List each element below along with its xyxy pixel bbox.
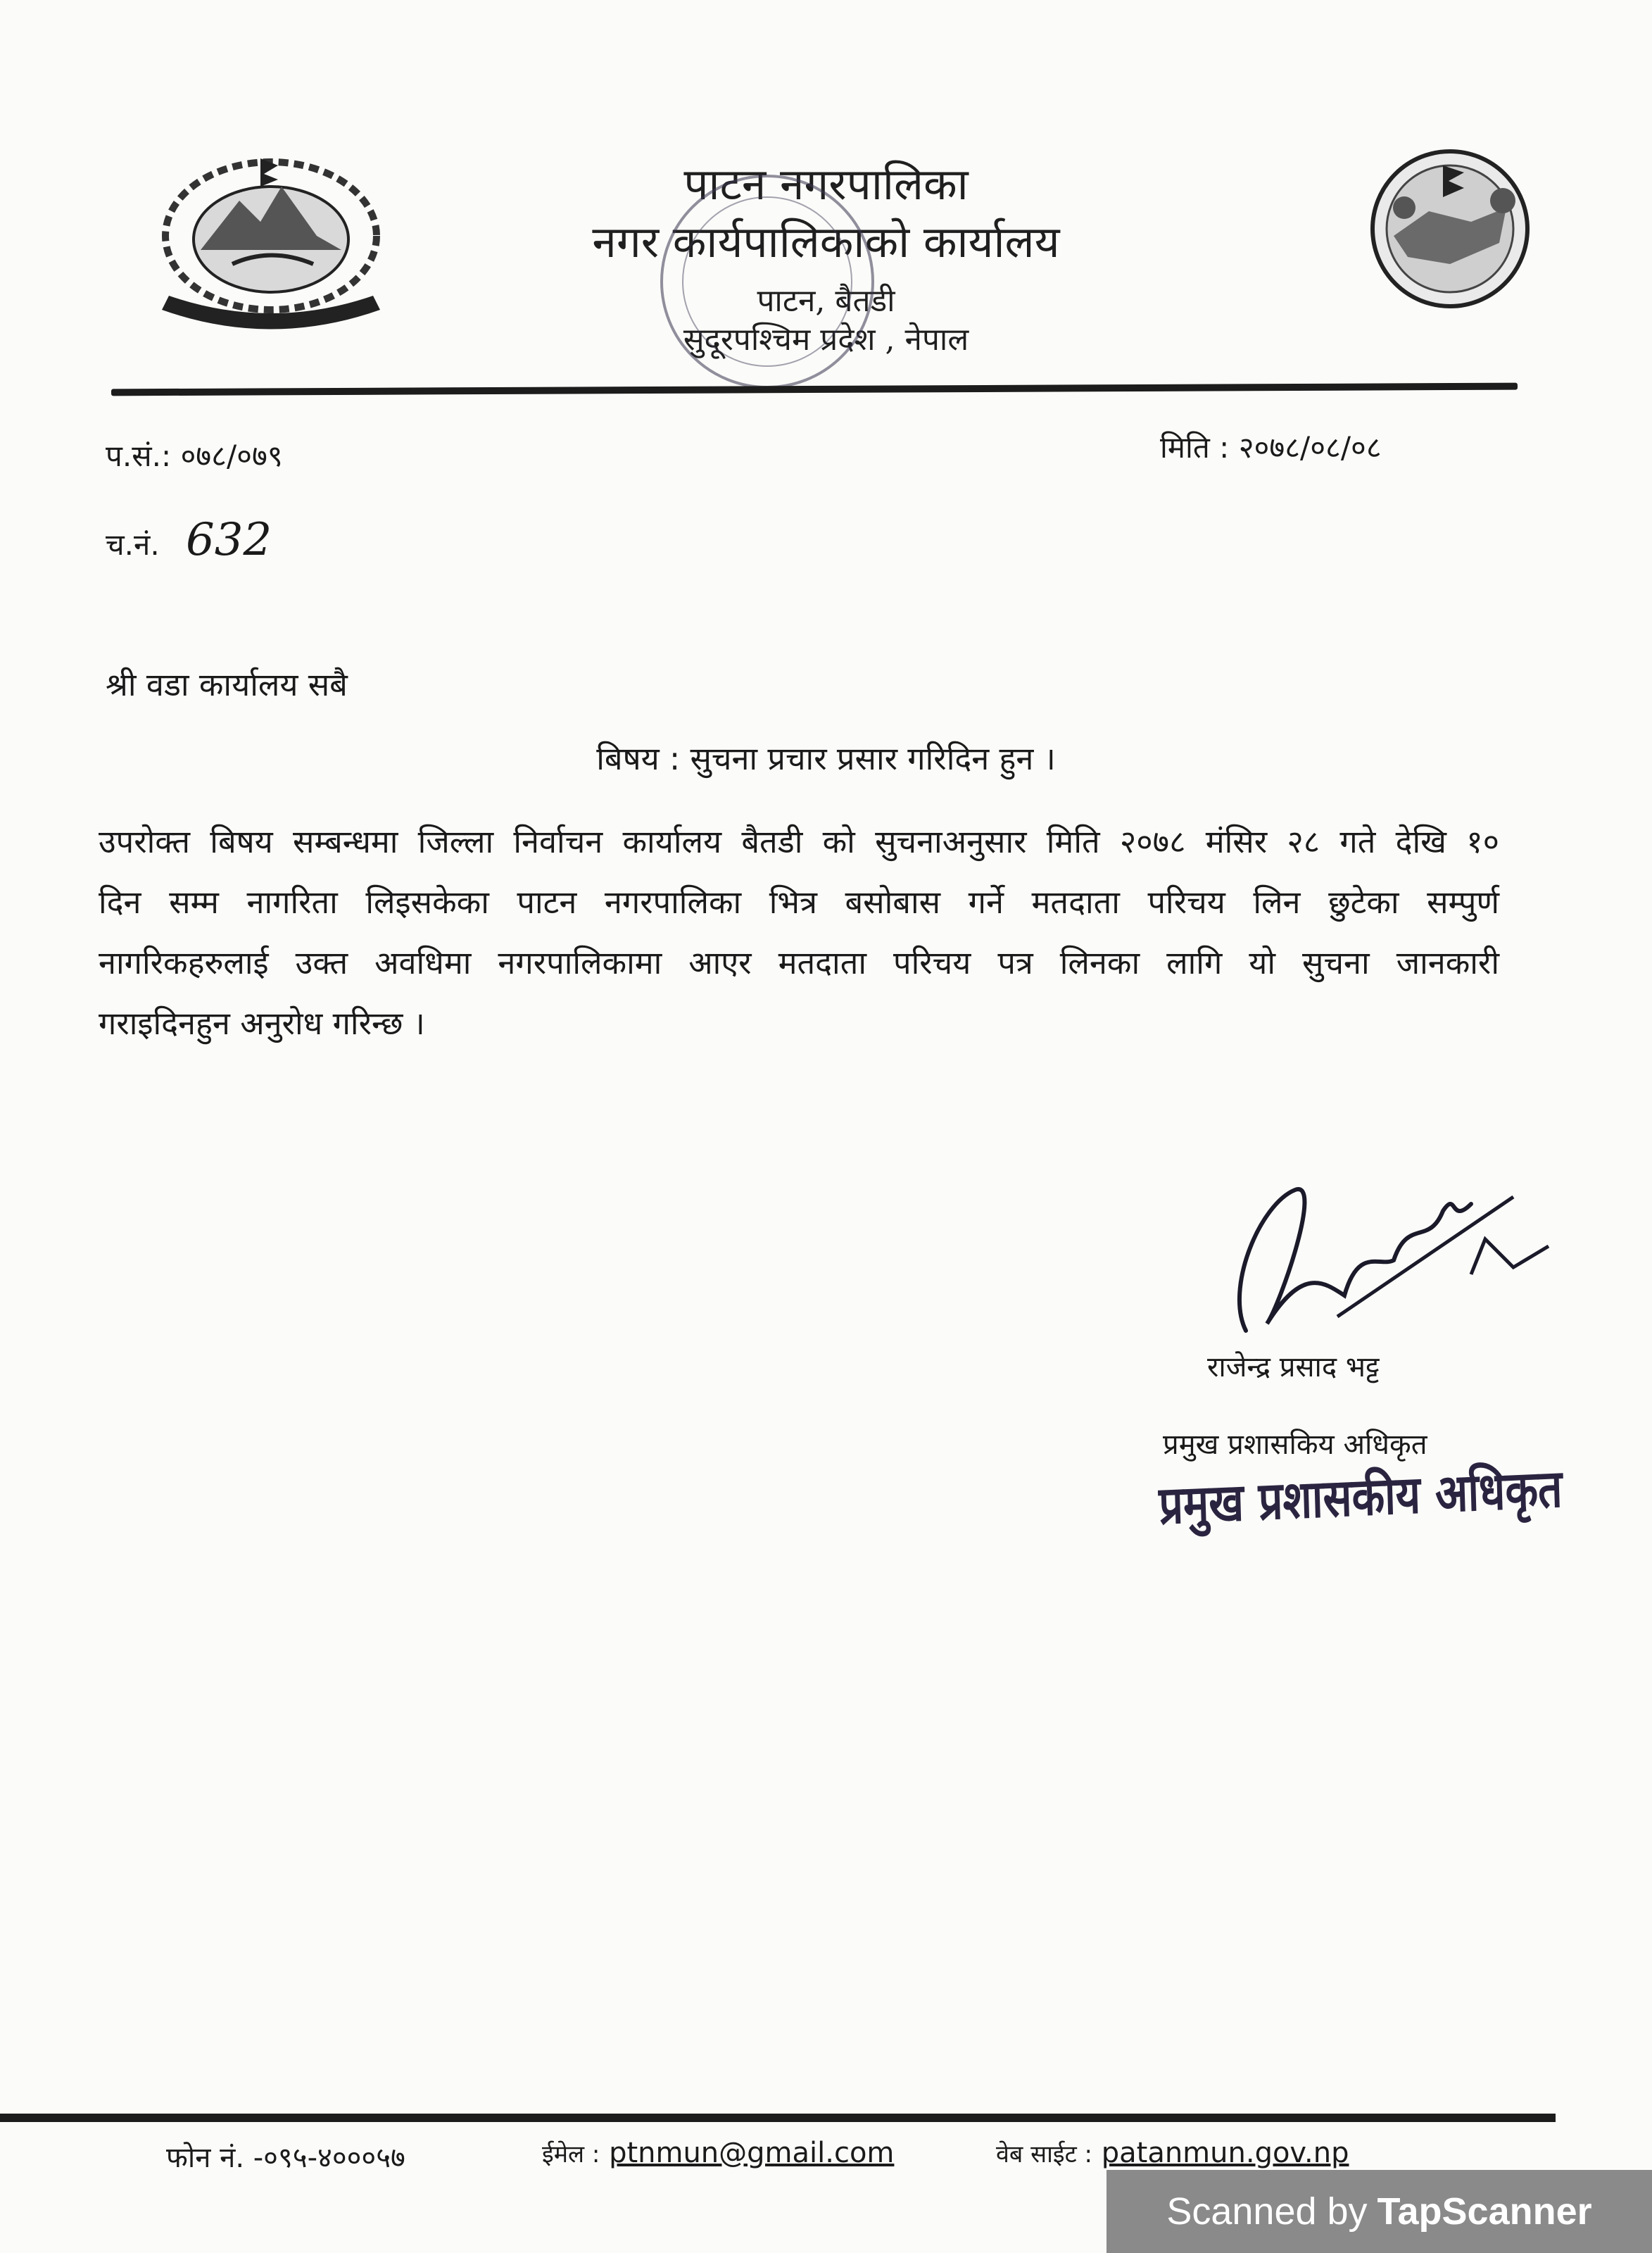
badge-brand: TapScanner [1377,2190,1592,2233]
office-name: पाटन नगरपालिका [683,158,969,210]
reference-value: ०७८/०७९ [180,439,283,473]
reference-label: प.सं.: [106,439,172,473]
scanner-watermark-badge [1106,2170,1652,2253]
signatory-title: प्रमुख प्रशासकिय अधिकृत [1163,1429,1427,1461]
handwritten-signature [1218,1162,1556,1359]
footer-email [542,2137,894,2169]
body-line: दिन सम्म नागरिता लिइसकेका पाटन नगरपालिका भित्र बसोबास गर्ने मतदाता परिचय लिन छुटेका सम्पुर्ण [99,884,1499,921]
subject-line: बिषय : सुचना प्रचार प्रसार गरिदिन हुन । [596,740,1056,777]
office-location: पाटन, बैतडी [757,283,895,319]
designation-stamp: प्रमुख प्रशासकीय अधिकृत [1158,1458,1563,1536]
reference-number [106,435,283,475]
date-label: मिति : [1160,430,1230,465]
body-line: गराइदिनहुन अनुरोध गरिन्छ । [99,1005,425,1042]
footer-website [996,2137,1349,2169]
office-seal-stamp [641,162,894,401]
footer-divider [0,2114,1556,2122]
signatory-name: राजेन्द्र प्रसाद भट्ट [1207,1351,1380,1383]
website-label: वेब साईट : [996,2140,1093,2169]
footer-phone [166,2137,405,2176]
website-link[interactable]: patanmun.gov.np [1101,2137,1349,2169]
body-line: उपरोक्त बिषय सम्बन्धमा जिल्ला निर्वाचन कार्यालय बैतडी को सुचनाअनुसार मिति २०७८ मंसिर २८ गते देखि १० [99,823,1499,860]
email-label: ईमेल : [542,2140,600,2169]
office-province: सुदूरपश्चिम प्रदेश , नेपाल [683,322,969,358]
letter-date [1160,427,1382,467]
body-line: नागरिकहरुलाई उक्त अवधिमा नगरपालिकामा आएर मतदाता परिचय पत्र लिनका लागि यो सुचना जानकारी [99,944,1499,981]
nepal-map-emblem-icon [1366,144,1534,313]
date-value: २०७८/०८/०८ [1238,430,1382,465]
dispatch-label: च.नं. [106,527,160,562]
phone-value: -०९५-४०००५७ [253,2142,405,2174]
office-subtitle: नगर कार्यपालिकाको कार्यालय [592,216,1060,268]
badge-prefix: Scanned by [1166,2190,1368,2233]
addressee: श्री वडा कार्यालय सबै [106,666,348,703]
dispatch-value: 632 [186,514,272,566]
phone-label: फोन नं. [166,2142,245,2174]
dispatch-number [106,514,272,566]
email-link[interactable]: ptnmun@gmail.com [609,2137,895,2169]
